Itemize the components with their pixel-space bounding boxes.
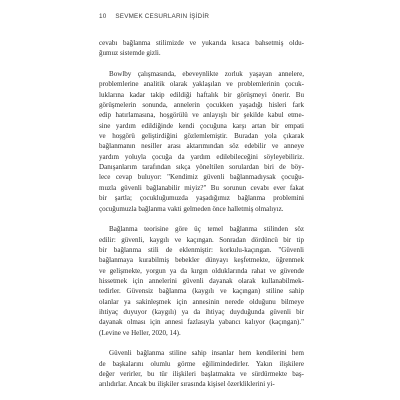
text-line: bağlanmanın nesiller arası aktarımından söz edebilir ve anneye [99, 142, 304, 151]
text-line: ve gelişmekte, yorgun ya da kırgın olduklarında rahat ve güvende [99, 266, 304, 275]
text-line: muzla güvenli bağlanabilir miyiz?" Bu sorunun cevabı ever fakat [99, 183, 304, 192]
paragraph [99, 69, 304, 214]
text-line: çocuğumuzla bağlanma vakti gelmeden önce halletmiş olmalıyız. [99, 204, 284, 213]
text-line: yardım yoluyla çocuğa da yardım edilebileceğini söyleyebiliriz. [99, 152, 304, 161]
text-line: (Levine ve Heller, 2020, 14). [99, 328, 181, 337]
text-line: ihtiyaç duyuyor (kaygılı) ya da ihtiyaç duyduğunda güvenli bir [99, 307, 304, 316]
paragraph [99, 38, 304, 59]
page-header [99, 13, 209, 20]
running-title: SEVMEK CESURLARIN İŞİDİR [115, 13, 210, 20]
text-line: de başkalarını olumlu görme eğilimindedirler. Yakın ilişkilere [99, 359, 304, 368]
text-line: Bağlanma teorisine göre üç temel bağlanma stilinden söz [109, 225, 304, 234]
text-line: bağlanmaya kurabilmiş bebekler dünyayı keşfetmekte, öğrenmek [99, 256, 304, 265]
text-line: cevabı bağlanma stilimizde ve yukarıda kısaca bahsetmiş oldu- [99, 39, 304, 47]
text-line: dayanak olması için annesi fazlasıyla yabancı kalıyor (kaçıngan)." [99, 318, 304, 327]
paragraph [99, 224, 304, 338]
text-line: tedirler. Güvensiz bağlanma (kaygılı ve kaçıngan) stiline sahip [99, 287, 304, 296]
text-line: değer verirler, bu tür ilişkileri başlatmakta ve sürdürmekte baş- [99, 370, 304, 378]
text-line: edilir: güvenli, kaygılı ve kaçıngan. Sonradan dördüncü bir tip [99, 235, 304, 244]
page-number: 10 [99, 13, 107, 20]
paragraph [99, 348, 304, 389]
text-line: edip hatırlamasına, hoşgörülü ve anlayışlı bir şekilde kabul etme- [99, 111, 304, 120]
text-line: sine yardım edildiğinde kendi çocuğuna karşı artan bir empati [99, 121, 304, 130]
body-text [99, 38, 304, 400]
text-line: Güvenli bağlanma stiline sahip insanlar hem kendilerini hem [109, 349, 304, 358]
text-line: arılıdırlar. Ancak bu ilişkiler sırasında kişisel özerkliklerini yi- [99, 380, 275, 389]
text-line: görüşmelerin sonunda, annelerin çocukken yaşadığı hisleri fark [99, 101, 304, 110]
text-line: hissetmek için annelerini güvenli dayanak olarak kullanabilmek- [99, 276, 304, 285]
text-line: luklarına kadar takip edildiği haftalık bir görüşmeyi önerir. Bu [99, 90, 304, 99]
text-line: Danışanlarım tarafından sıkça yöneltilen sorulardan biri de böy- [99, 163, 304, 172]
text-line: ve hoşgörü geliştirdiğini gözlemlemiştir. Buradan yola çıkarak [99, 132, 304, 141]
text-line: olanlar ya sakinleşmek için annesinin nerede olduğunu bilmeye [99, 297, 304, 306]
text-line: problemlerine analitik olarak yaklaşılan ve problemlerinin çocuk- [99, 80, 304, 89]
text-line: lece cevap buluyor: "Kendimiz güvenli bağlanmadıysak çocuğu- [99, 173, 304, 182]
text-line: bir şartla; çocukluğumuzda yaşadığımız bağlanma problemini [99, 194, 304, 203]
text-line: Bowlby çalışmasında, ebeveynlikte zorluk yaşayan annelere, [109, 70, 304, 79]
text-line: bir bağlanma stili de eklenmiştir: korkulu-kaçıngan. "Güvenli [99, 245, 304, 254]
text-line: ğumuz sistemde gizli. [99, 49, 161, 58]
